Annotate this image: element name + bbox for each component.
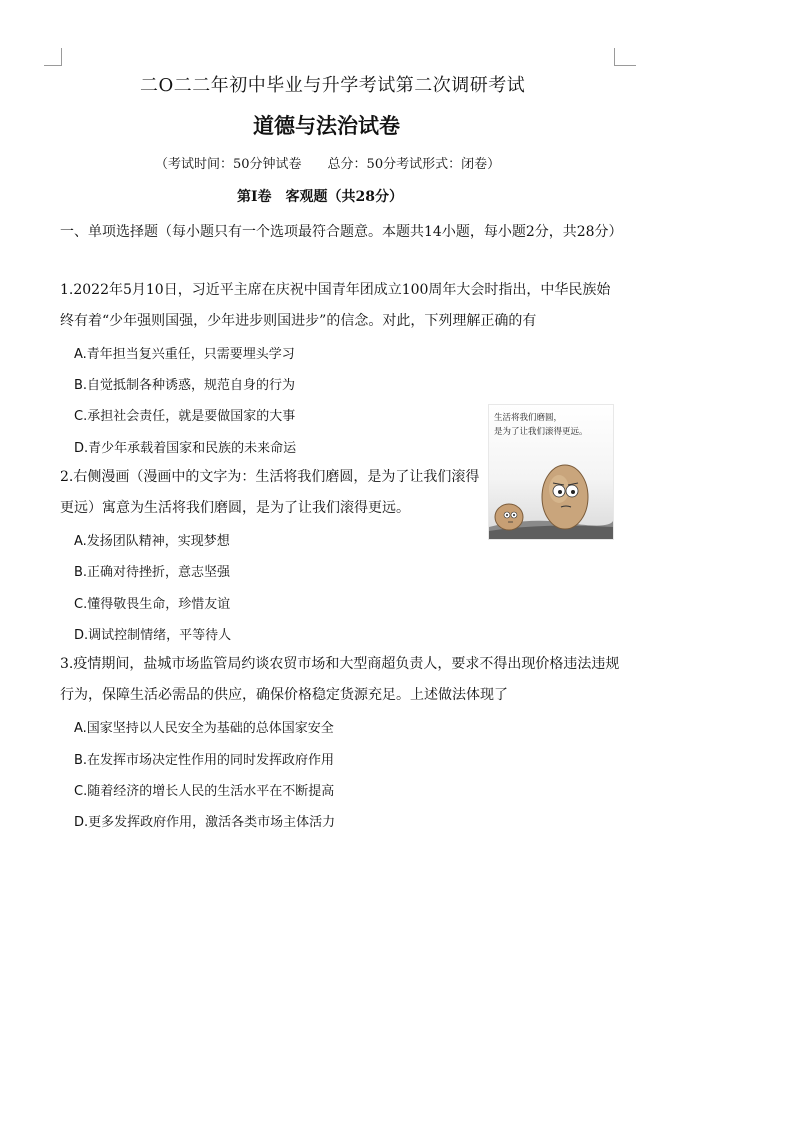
question-2-option-d: D.调试控制情绪，平等待人 <box>74 628 232 643</box>
page-corner-mark <box>61 48 62 66</box>
question-3-stem: 3.疫情期间，盐城市场监管局约谈农贸市场和大型商超负责人，要求不得出现价格违法违规行为，保障生活必需品的供应，确保价格稳定货源充足。上述做法体现了 <box>60 656 620 703</box>
section-title: 一、单项选择题（每小题只有一个选项最符合题意。本题共14小题，每小题2分，共28分） <box>60 224 623 240</box>
question-1-stem: 1.2022年5月10日，习近平主席在庆祝中国青年团成立100周年大会时指出，中华民族始终有着“少年强则国强，少年进步则国进步”的信念。对此，下列理解正确的有 <box>60 282 611 329</box>
cartoon-caption: 生活将我们磨圆， 是为了让我们滚得更远。 <box>494 413 588 437</box>
question-1-option-b: B.自觉抵制各种诱惑，规范自身的行为 <box>74 378 296 393</box>
page-corner-mark <box>614 48 615 66</box>
exam-title: 二O二二年初中毕业与升学考试第二次调研考试 <box>140 75 526 96</box>
page-corner-mark <box>44 65 62 66</box>
question-3-option-b: B.在发挥市场决定性作用的同时发挥政府作用 <box>74 753 335 768</box>
part-title: 第Ⅰ卷 客观题（共28分） <box>237 189 404 205</box>
page-corner-mark <box>614 65 636 66</box>
question-1-option-c: C.承担社会责任，就是要做国家的大事 <box>74 409 296 424</box>
question-2-stem: 2.右侧漫画（漫画中的文字为：生活将我们磨圆，是为了让我们滚得更远）寓意为生活将我们磨圆，是为了让我们滚得更远。 <box>60 469 480 516</box>
question-3-option-c: C.随着经济的增长人民的生活水平在不断提高 <box>74 784 335 799</box>
cartoon-image <box>488 404 614 540</box>
question-3-option-d: D.更多发挥政府作用，激活各类市场主体活力 <box>74 815 336 830</box>
question-2-option-b: B.正确对待挫折，意志坚强 <box>74 565 231 580</box>
question-1-option-d: D.青少年承载着国家和民族的未来命运 <box>74 441 297 456</box>
exam-info: （考试时间：50分钟试卷 总分：50分考试形式：闭卷） <box>155 157 501 172</box>
question-3-option-a: A.国家坚持以人民安全为基础的总体国家安全 <box>74 721 334 736</box>
question-2-option-a: A.发扬团队精神，实现梦想 <box>74 534 230 549</box>
cartoon-stones-illustration <box>489 405 613 539</box>
question-2-option-c: C.懂得敬畏生命，珍惜友谊 <box>74 597 231 612</box>
question-1-option-a: A.青年担当复兴重任，只需要埋头学习 <box>74 347 295 362</box>
paper-title: 道德与法治试卷 <box>253 114 400 138</box>
